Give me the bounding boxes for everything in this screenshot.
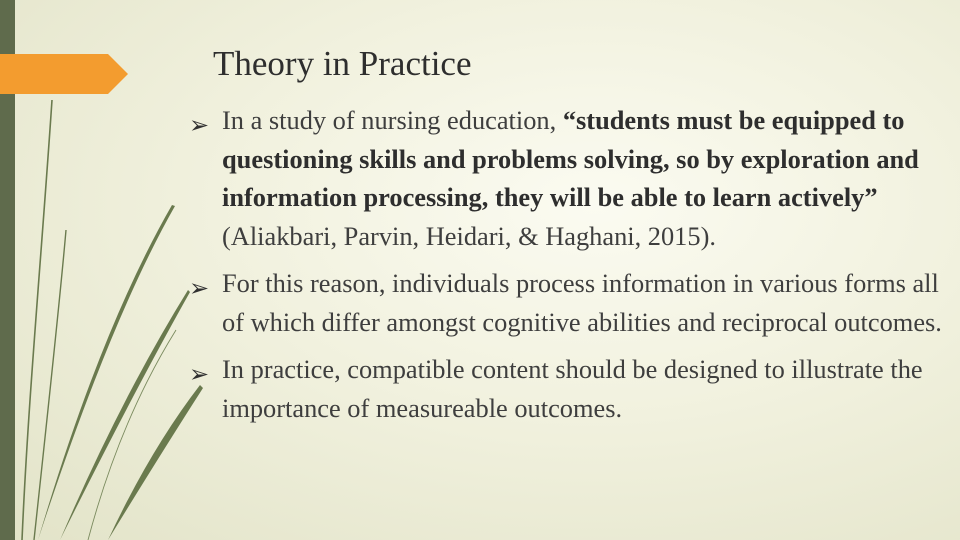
bullet-text: In a study of nursing education, — [222, 105, 563, 135]
bullet-citation: (Aliakbari, Parvin, Heidari, & Haghani, 2015). — [222, 220, 716, 251]
arrow-bullet-icon: ➢ — [189, 111, 210, 139]
bullet-text: In practice, compatible content should be designed to illustrate the importance of measureable outcomes. — [222, 354, 923, 423]
stroke-line — [22, 100, 52, 540]
bullet-list — [188, 101, 948, 427]
arrow-bullet-icon: ➢ — [189, 274, 210, 302]
bullet-item — [188, 101, 948, 255]
slide-title: Theory in Practice — [213, 44, 472, 83]
arrow-bullet-icon: ➢ — [189, 360, 210, 388]
bullet-text: For this reason, individuals process information in various forms all of which differ amongst cognitive abilities and reciprocal outcomes. — [222, 268, 942, 337]
bullet-item — [188, 350, 948, 427]
bullet-item — [188, 264, 948, 341]
stroke-line — [38, 205, 175, 540]
bullet-quote: “students must be equipped to questioning skills and problems solving, so by exploration and information processing, they will be able to learn actively” — [222, 105, 919, 212]
title-accent-arrow — [0, 52, 128, 96]
